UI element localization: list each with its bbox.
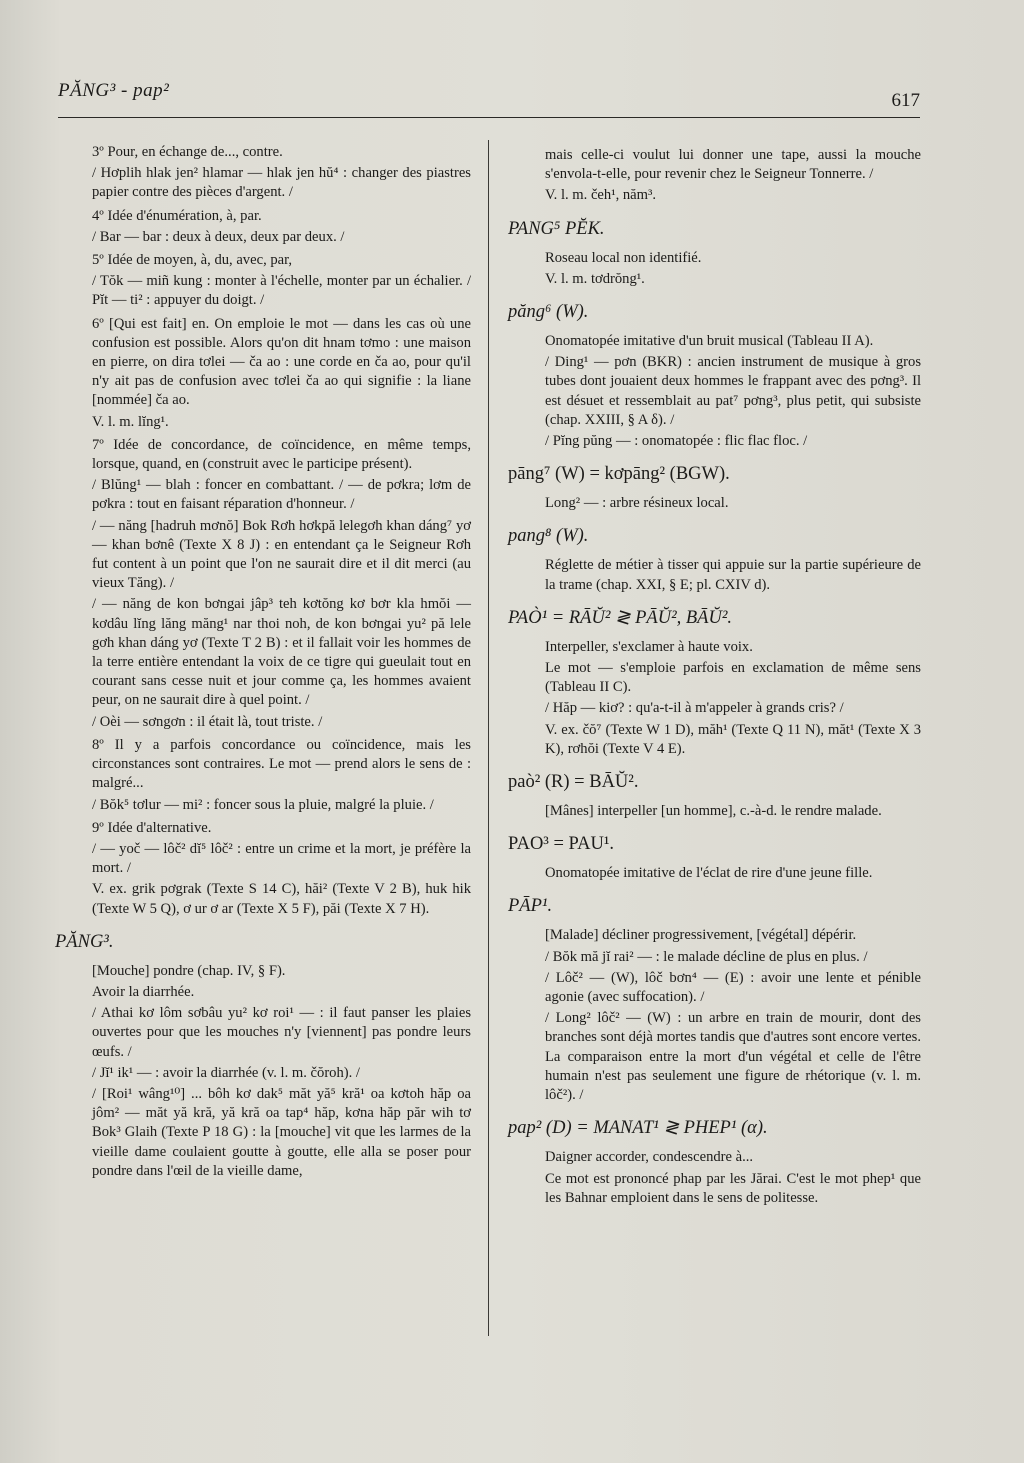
headword: PĀP¹. (508, 896, 553, 917)
example: / Lôč² — (W), lôč bơn⁴ — (E) : avoir une lente et pénible agonie (avec suffocation). / (545, 969, 921, 1006)
sense-3: 3º Pour, en échange de..., contre. (92, 144, 283, 160)
sense-4: 4º Idée d'énumération, à, par. (92, 207, 262, 224)
example: / [Roi¹ wâng¹⁰] ... bôh kơ dak⁵ măt yă⁵ kră¹ oa kơtoh hăp oa jôm² — măt yă kră, yă kră oa tap⁴ hăp, kơna hăp păr wih tơ Bok³ Glaih (Texte P 18 G) : la [mouche] vit que les larmes de la vieille dame coulaient goutte à goutte, elle alla se poser pour pondre dans l'œil de la vieille dame, (92, 1085, 471, 1179)
headword: PANG⁵ PĔK. (508, 218, 605, 239)
headword: paò² (R) = BĀŬ². (508, 772, 639, 793)
example: / Ding¹ — pơn (BKR) : ancien instrument de musique à gros tubes dont jouaient deux hommes le frappant avec des pơng³. Il est désuet et ressemblait au pat⁷ pơng³, plus petit, qui subsiste (chap. XXIII, § A δ). / (545, 354, 921, 428)
headword: pang⁸ (W). (508, 526, 589, 547)
example: / — yoč — lôč² dĭ⁵ lôč² : entre un crime et la mort, je préfère la mort. / (92, 840, 471, 877)
definition: Réglette de métier à tisser qui appuie sur la partie supérieure de la trame (chap. XXI, § E; pl. CXIV d). (545, 557, 921, 593)
example: / Tŏk — miñ kung : monter à l'échelle, monter par un échalier. / Pĭt — ti² : appuyer du doigt. / (92, 273, 471, 309)
headword: pāng⁷ (W) = kơpāng² (BGW). (508, 464, 730, 485)
example: / Long² lôč² — (W) : un arbre en train de mourir, dont des branches sont déjà mortes tandis que d'autres sont encore vertes. La comparaison entre la mort d'un végétal et celle de l'être humain n'est pas seulement une figure de rhétorique (v. l. m. lôč²). / (545, 1010, 921, 1104)
definition: Interpeller, s'exclamer à haute voix. (545, 638, 753, 655)
sense-6: 6º [Qui est fait] en. On emploie le mot — dans les cas où une confusion est possible. Alors qu'on dit hnam tơmo : une maison en pierre, on dira tơlei — ča ao : une corde en ča ao, pour qu'il n'y ait pas de confusion avec tơlei ča ao qui signifie : la liane [nommée] ča ao. (92, 315, 471, 409)
headword: PAÒ¹ = RĀŬ² ≷ PĀŬ², BĀŬ². (508, 607, 733, 628)
headword: PĂNG³. (55, 931, 114, 952)
example-continued: mais celle-ci voulut lui donner une tape, aussi la mouche s'envola-t-elle, pour revenir chez le Seigneur Tonnerre. / (545, 147, 921, 183)
definition: [Mouche] pondre (chap. IV, § F). (92, 962, 286, 979)
example: / Bŏk⁵ tơlur — mi² : foncer sous la pluie, malgré la pluie. / (92, 796, 434, 813)
definition: Onomatopée imitative de l'éclat de rire d'une jeune fille. (545, 865, 873, 882)
cross-reference: V. ex. grik pơgrak (Texte S 14 C), hăi² (Texte V 2 B), huk hik (Texte W 5 Q), ơ ur ơ ar (Texte X 5 F), păi (Texte X 7 H). (92, 881, 471, 917)
header-rule (58, 117, 920, 118)
headword: pap² (D) = MANAT¹ ≷ PHEP¹ (α). (508, 1118, 768, 1139)
cross-reference: V. ex. čŏ⁷ (Texte W 1 D), măh¹ (Texte Q 11 N), măt¹ (Texte X 3 K), rơhŏi (Texte V 4 E). (545, 721, 921, 757)
right-column (508, 146, 921, 1210)
example: / Hăp — kiơ? : qu'a-t-il à m'appeler à grands cris? / (545, 700, 844, 717)
example: / — năng de kon bơngai jâp³ teh kơtŏng kơ bơr kla hmŏi — kơdâu lĭng lăng măng¹ nar thoi noh, de kon bơngai yu² pă lele gơh khan dáng yơ (Texte T 2 B) : et il fallait voir les hommes de la terre entière entendant la voix de ce tigre qui gueulait tout en courant sans cesse nuit et jour comme ça, les hommes avaient peur, on ne saurait dire à quel point. / (92, 596, 471, 709)
example: / Hơplih hlak jen² hlamar — hlak jen hŭ⁴ : changer des piastres papier contre des pièces d'argent. / (92, 165, 471, 201)
sense-5: 5º Idée de moyen, à, du, avec, par, (92, 252, 293, 269)
sense-7: 7º Idée de concordance, de coïncidence, en même temps, lorsque, quand, en (construit avec le participe présent). (92, 436, 471, 473)
definition: Ce mot est prononcé phap par les Jărai. C'est le mot phep¹ que les Bahnar emploient dans le sens de politesse. (545, 1170, 921, 1206)
definition: Roseau local non identifié. (545, 249, 702, 266)
definition: Onomatopée imitative d'un bruit musical (Tableau II A). (545, 333, 874, 350)
example: / — năng [hadruh mơnŏ] Bok Rơh hơkpă lelegơh khan dáng⁷ yơ — khan bơnê (Texte X 8 J) : en entendant ça le Seigneur Rơh fut content à un point que l'on ne saurait dire et il dit merci (au vieux Tăng). / (92, 517, 471, 592)
definition: Le mot — s'emploie parfois en exclamation de même sens (Tableau II C). (545, 660, 921, 696)
example: / Jĭ¹ ik¹ — : avoir la diarrhée (v. l. m. čŏroh). / (92, 1064, 360, 1081)
example: / Blŭng¹ — blah : foncer en combattant. / — de pơkra; lơm de pơkra : tout en faisant réparation d'honneur. / (92, 477, 471, 513)
example: / Oèi — sơngơn : il était là, tout triste. / (92, 713, 323, 730)
headword: PAO³ = PAU¹. (508, 834, 615, 855)
example: / Bŏk mă jĭ rai² — : le malade décline de plus en plus. / (545, 948, 868, 965)
sense-9: 9º Idée d'alternative. (92, 819, 212, 836)
example: / Athai kơ lôm sơbâu yu² kơ roi¹ — : il faut panser les plaies ouvertes pour que les mouches n'y [viennent] pas pondre leurs œufs. / (92, 1005, 471, 1060)
cross-reference: V. l. m. tơdrŏng¹. (545, 270, 645, 287)
definition: Long² — : arbre résineux local. (545, 495, 729, 512)
headword: păng⁶ (W). (508, 302, 589, 323)
example: / Bar — bar : deux à deux, deux par deux. / (92, 228, 345, 245)
sense-8: 8º Il y a parfois concordance ou coïncidence, mais les circonstances sont contraires. Le mot — prend alors le sens de : malgré... (92, 736, 471, 792)
definition: [Malade] décliner progressivement, [végétal] dépérir. (545, 927, 857, 944)
left-column (55, 143, 471, 1183)
example: / Pĭng pŭng — : onomatopée : flic flac floc. / (545, 433, 808, 450)
cross-reference: V. l. m. čeh¹, năm³. (545, 187, 657, 204)
cross-reference: V. l. m. lĭng¹. (92, 413, 169, 430)
column-divider (488, 140, 489, 1336)
definition: [Mânes] interpeller [un homme], c.-à-d. le rendre malade. (545, 803, 882, 820)
page-number: 617 (891, 90, 920, 111)
definition: Daigner accorder, condescendre à... (545, 1149, 754, 1166)
running-head: PĂNG³ - pap² (58, 80, 170, 101)
definition: Avoir la diarrhée. (92, 983, 195, 1000)
